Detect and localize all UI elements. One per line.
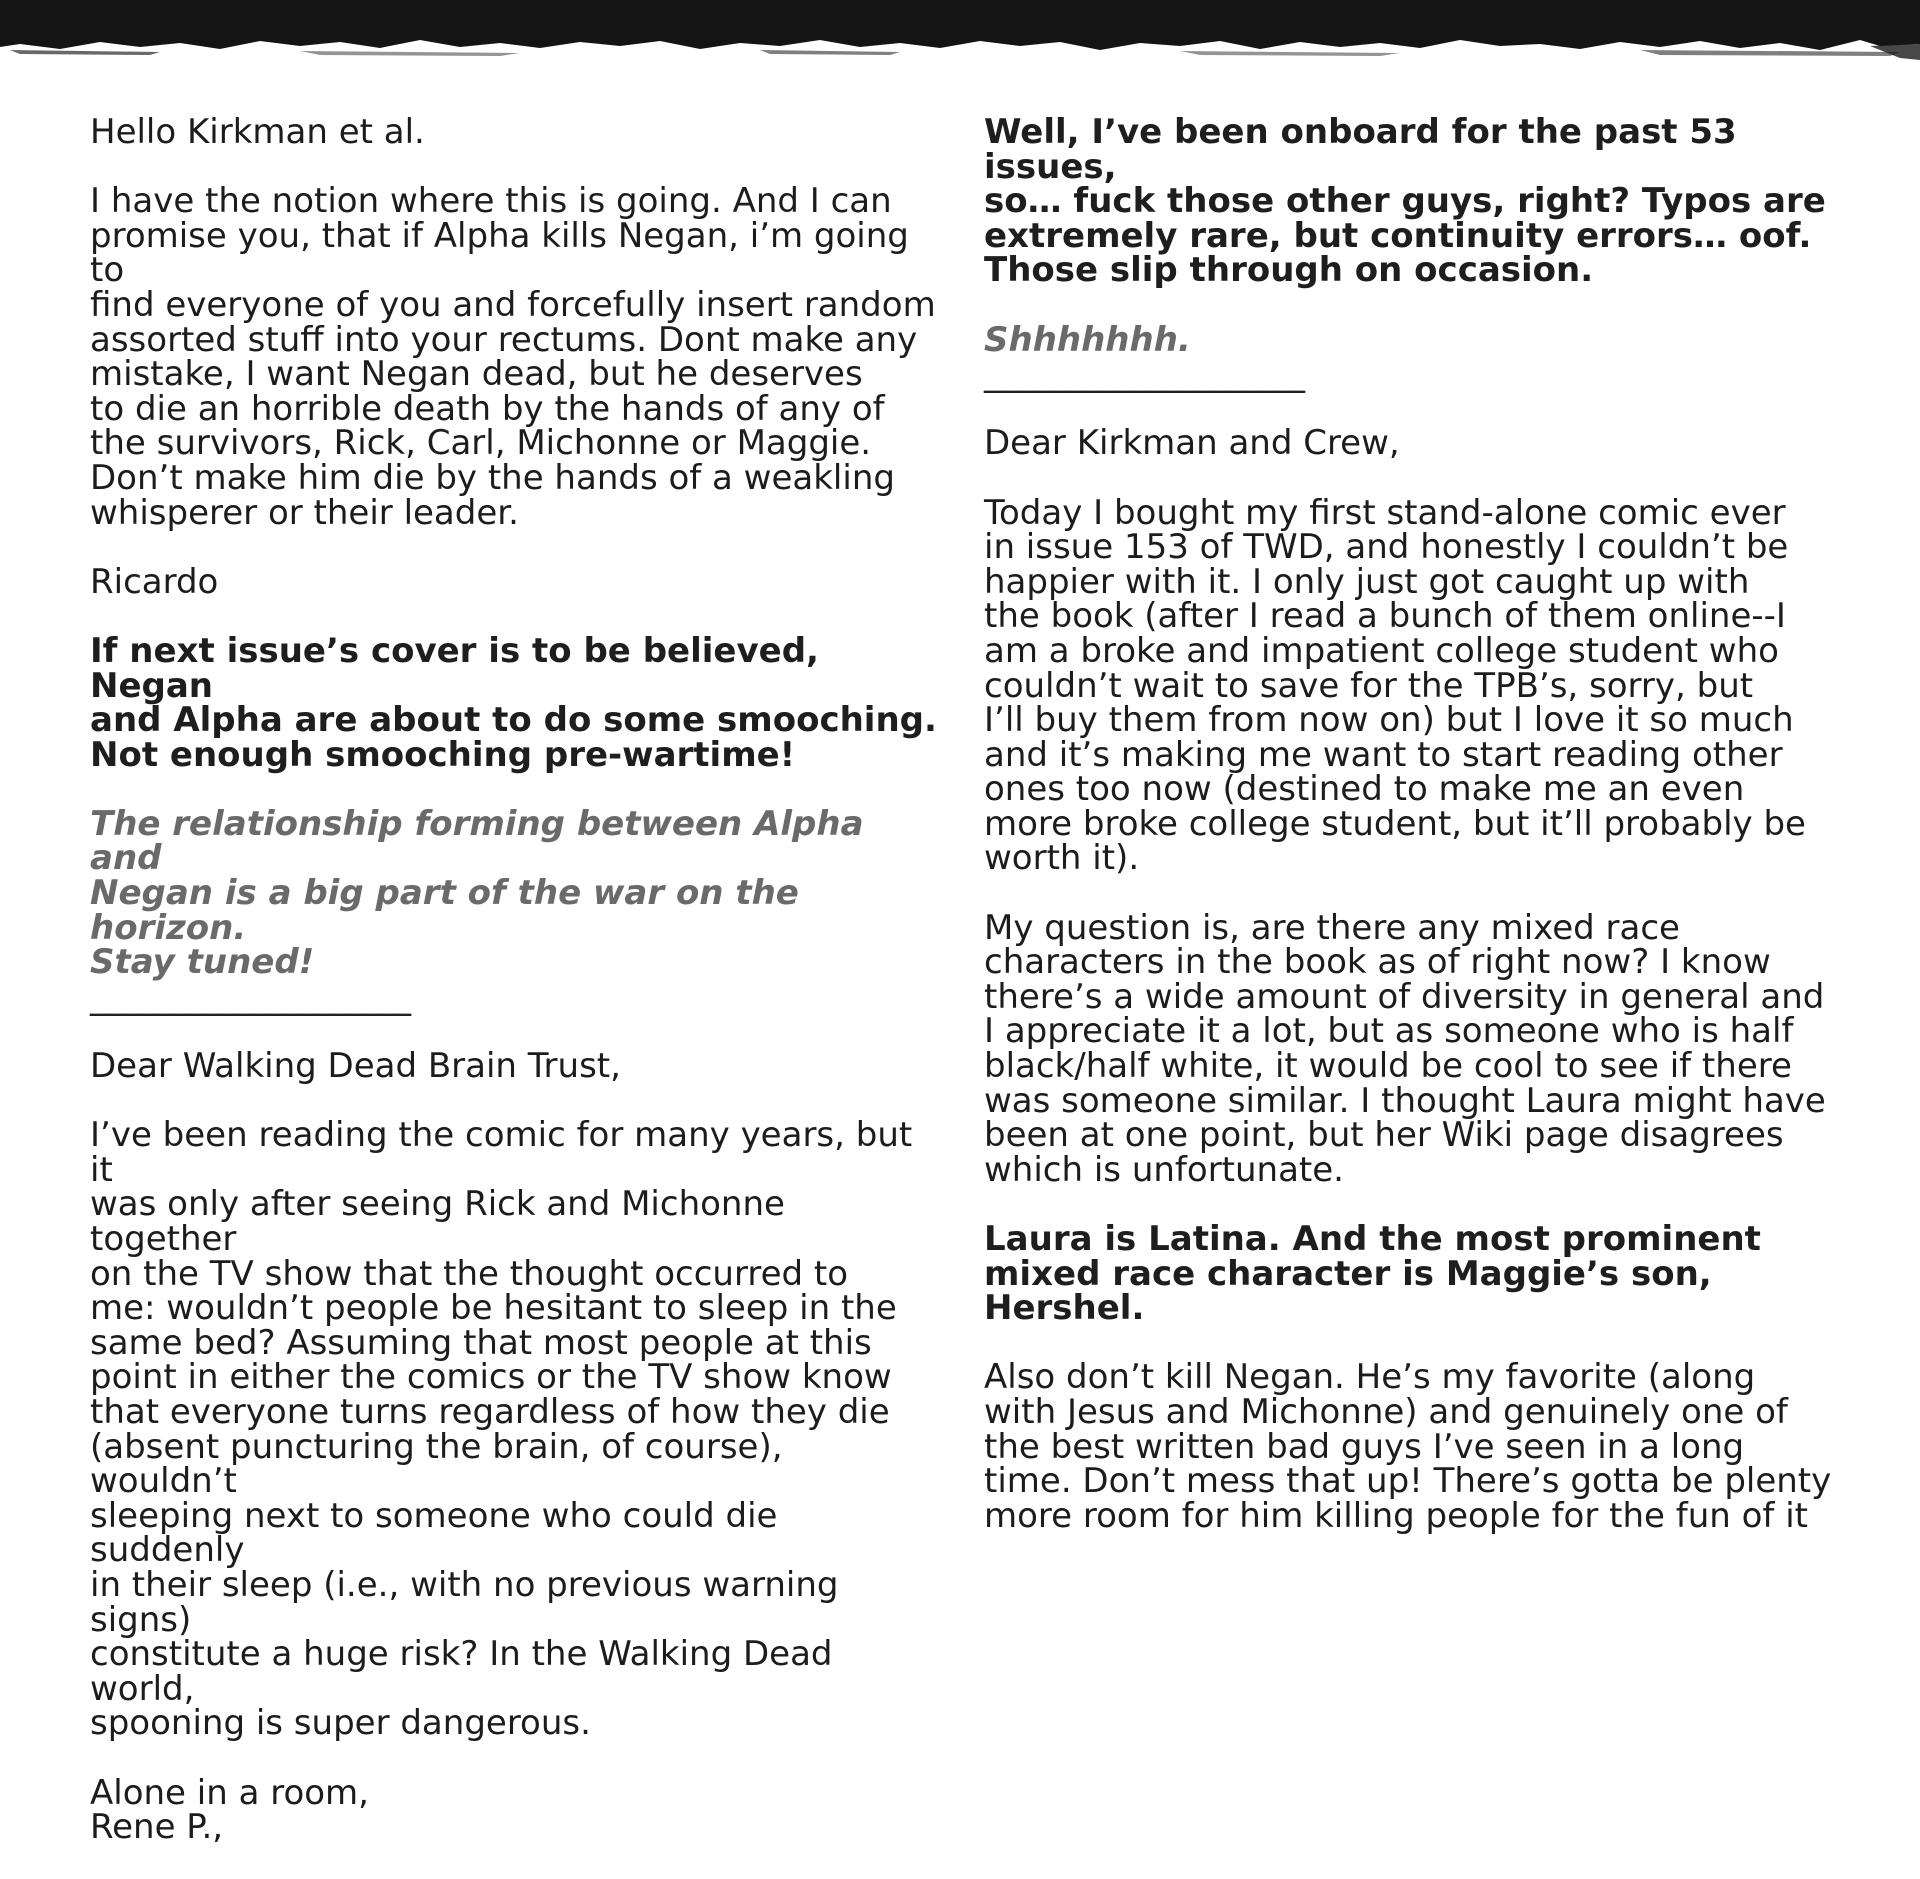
letter-body: I have the notion where this is going. And I can promise you, that if Alpha kills Negan, i’m going to find everyone of you and forcefully insert random assorted stuff into your rectums. Dont make any mistake, I want Negan dead, but he deserves to die an horrible death by the hands of any of the survivors, Rick, Carl, Michonne or Maggie. Don’t make him die by the hands of a weakling whisperer or their leader. <box>90 181 936 533</box>
letter-greeting: Hello Kirkman et al. <box>90 112 425 152</box>
letter-body: Today I bought my first stand-alone comic ever in issue 153 of TWD, and honestly I couldn’t be happier with it. I only just got caught up with the book (after I read a bunch of them online--I am a broke and impatient college student who couldn’t wait to save for the TPB’s, sorry, but I’ll buy them from now on) but I love it so much and it’s making me want to start reading other ones too now (destined to make me an even more broke college student, but it’ll probably be worth it). <box>984 492 1806 879</box>
editor-reply-bold: Laura is Latina. And the most prominent mixed race character is Maggie’s son, Hershel. <box>984 1219 1761 1329</box>
letter-signature: Ricardo <box>90 561 219 602</box>
editor-reply-italic: The relationship forming between Alpha and Negan is a big part of the war on the horizon. Stay tuned! <box>90 803 864 983</box>
brush-stroke-header <box>0 0 1920 70</box>
letter-body: My question is, are there any mixed race characters in the book as of right now? I know there’s a wide amount of diversity in general and I appreciate it a lot, but as someone who is half black/half white, it would be cool to see if there was someone similar. I thought Laura might have been at one point, but her Wiki page disagrees which is unfortunate. <box>984 907 1826 1190</box>
letter-body: Also don’t kill Negan. He’s my favorite (along with Jesus and Michonne) and genuinely one of the best written bad guys I’ve seen in a long time. Don’t mess that up! There’s gotta be plenty more room for him killing people for the fun of it <box>984 1357 1832 1536</box>
letter-body: I’ve been reading the comic for many years, but it was only after seeing Rick and Michonne together on the TV show that the thought occurred to me: wouldn’t people be hesitant to sleep in the same bed? Assuming that most people at this point in either the comics or the TV show know that everyone turns regardless of how they die (absent puncturing the brain, of course), wouldn’t sleeping next to someone who could die suddenly in their sleep (i.e., with no previous warning signs) constitute a huge risk? In the Walking Dead world, spooning is super dangerous. <box>90 1115 913 1744</box>
letter-greeting: Dear Walking Dead Brain Trust, <box>90 1046 621 1087</box>
editor-reply-bold: Well, I’ve been onboard for the past 53 issues, so… fuck those other guys, right? Typos are extremely rare, but continuity errors… oof. Those slip through on occasion. <box>984 112 1826 291</box>
letter-separator: ____________________ <box>90 976 410 1017</box>
editor-reply-bold: If next issue’s cover is to be believed, Negan and Alpha are about to do some smooching. Not enough smooching pre-wartime! <box>90 630 937 775</box>
left-column <box>90 112 940 1879</box>
editor-reply-italic: Shhhhhhh. <box>984 319 1191 360</box>
letter-signature: Alone in a room, Rene P., <box>90 1772 369 1848</box>
letter-separator: ____________________ <box>984 354 1304 395</box>
letter-greeting: Dear Kirkman and Crew, <box>984 423 1400 464</box>
right-column <box>984 112 1834 1568</box>
